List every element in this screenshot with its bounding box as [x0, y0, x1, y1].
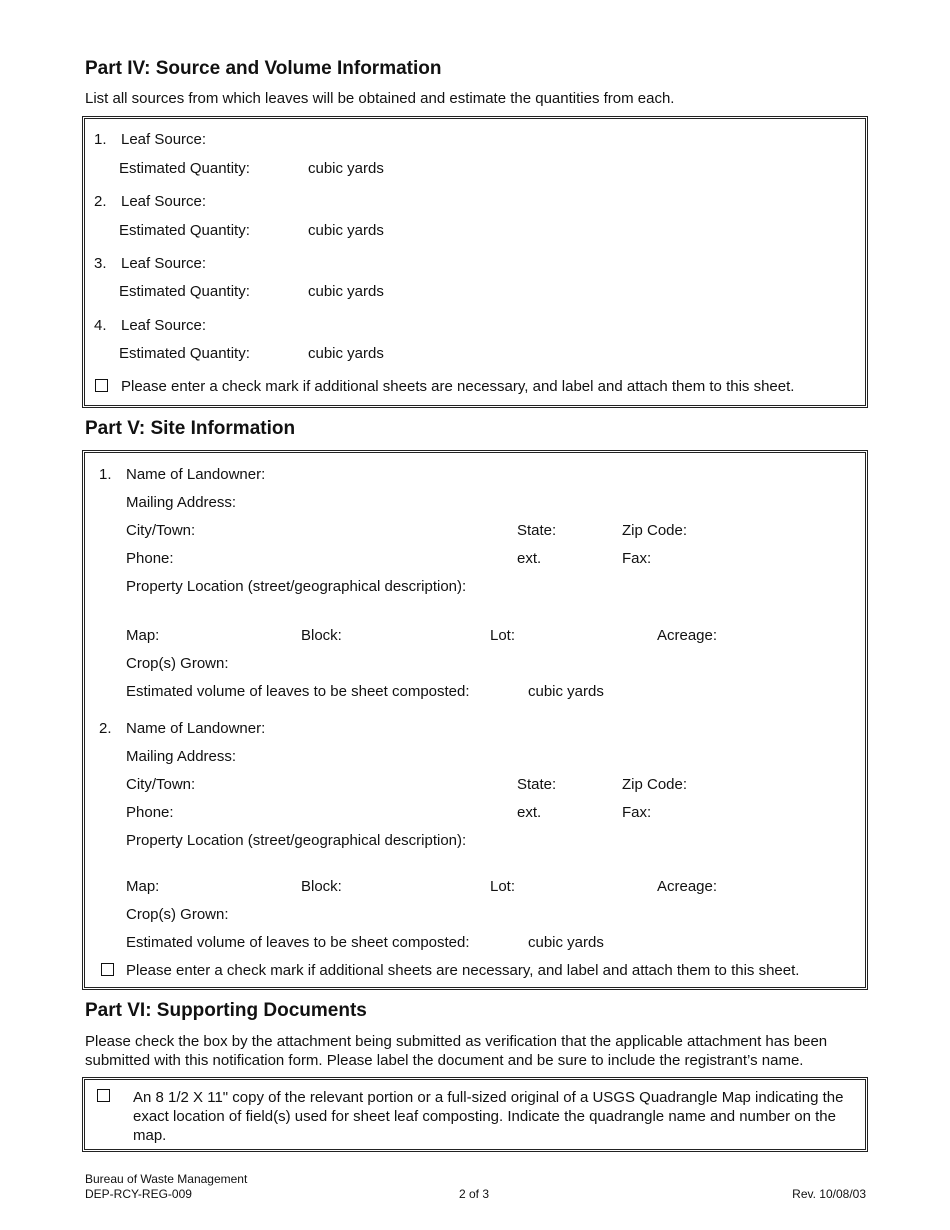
- volume-label: Estimated volume of leaves to be sheet composted:: [126, 683, 470, 700]
- entry-number: 1.: [94, 131, 107, 148]
- volume-unit: cubic yards: [528, 683, 604, 700]
- quantity-unit: cubic yards: [308, 160, 384, 177]
- property-location-label: Property Location (street/geographical description):: [126, 832, 467, 849]
- part6-title: Part VI: Supporting Documents: [85, 1000, 367, 1021]
- additional-sheets-checkbox[interactable]: [95, 379, 108, 392]
- part5-title: Part V: Site Information: [85, 418, 296, 439]
- city-label: City/Town:: [126, 522, 196, 539]
- site-number: 2.: [99, 720, 112, 737]
- fax-label: Fax:: [622, 804, 652, 821]
- lot-label: Lot:: [490, 627, 516, 644]
- estimated-quantity-label: Estimated Quantity:: [119, 283, 250, 300]
- part4-intro: List all sources from which leaves will be obtained and estimate the quantities from each.: [85, 90, 675, 107]
- estimated-quantity-label: Estimated Quantity:: [119, 345, 250, 362]
- additional-sheets-label: Please enter a check mark if additional sheets are necessary, and label and attach them to this sheet.: [126, 962, 800, 979]
- estimated-quantity-label: Estimated Quantity:: [119, 222, 250, 239]
- entry-number: 3.: [94, 255, 107, 272]
- footer-bureau: Bureau of Waste Management: [85, 1172, 248, 1186]
- volume-unit: cubic yards: [528, 934, 604, 951]
- footer-revision: Rev. 10/08/03: [792, 1187, 866, 1201]
- additional-sheets-label: Please enter a check mark if additional sheets are necessary, and label and attach them to this sheet.: [121, 378, 795, 395]
- mailing-address-label: Mailing Address:: [126, 494, 237, 511]
- part6-intro: Please check the box by the attachment being submitted as verification that the applicable attachment has been submitted with this notification form. Please label the document and be sure to include the registrant’s name.: [85, 1033, 828, 1069]
- zip-label: Zip Code:: [622, 776, 688, 793]
- city-label: City/Town:: [126, 776, 196, 793]
- usgs-map-checkbox[interactable]: [97, 1089, 110, 1102]
- part4-box: [82, 116, 868, 408]
- landowner-label: Name of Landowner:: [126, 720, 266, 737]
- quantity-unit: cubic yards: [308, 345, 384, 362]
- quantity-unit: cubic yards: [308, 222, 384, 239]
- state-label: State:: [517, 522, 557, 539]
- fax-label: Fax:: [622, 550, 652, 567]
- entry-number: 2.: [94, 193, 107, 210]
- acreage-label: Acreage:: [657, 878, 718, 895]
- phone-label: Phone:: [126, 804, 174, 821]
- state-label: State:: [517, 776, 557, 793]
- mailing-address-label: Mailing Address:: [126, 748, 237, 765]
- leaf-source-label: Leaf Source:: [121, 255, 207, 272]
- entry-number: 4.: [94, 317, 107, 334]
- part4-title: Part IV: Source and Volume Information: [85, 58, 442, 79]
- part5-box: [82, 450, 868, 990]
- block-label: Block:: [301, 878, 342, 895]
- leaf-source-label: Leaf Source:: [121, 131, 207, 148]
- map-label: Map:: [126, 878, 160, 895]
- site-number: 1.: [99, 466, 112, 483]
- footer-form-id: DEP-RCY-REG-009: [85, 1187, 192, 1201]
- usgs-map-attachment-text: An 8 1/2 X 11" copy of the relevant portion or a full-sized original of a USGS Quadrangle Map indicating the exact location of field(s) used for sheet leaf composting. Indicate the quadrangle name and number on the map.: [133, 1089, 844, 1144]
- part6-box: [82, 1077, 868, 1152]
- map-label: Map:: [126, 627, 160, 644]
- landowner-label: Name of Landowner:: [126, 466, 266, 483]
- zip-label: Zip Code:: [622, 522, 688, 539]
- estimated-quantity-label: Estimated Quantity:: [119, 160, 250, 177]
- crops-label: Crop(s) Grown:: [126, 655, 229, 672]
- footer-page-number: 2 of 3: [459, 1187, 490, 1201]
- block-label: Block:: [301, 627, 342, 644]
- ext-label: ext.: [517, 550, 542, 567]
- lot-label: Lot:: [490, 878, 516, 895]
- ext-label: ext.: [517, 804, 542, 821]
- phone-label: Phone:: [126, 550, 174, 567]
- additional-sheets-checkbox[interactable]: [101, 963, 114, 976]
- crops-label: Crop(s) Grown:: [126, 906, 229, 923]
- volume-label: Estimated volume of leaves to be sheet composted:: [126, 934, 470, 951]
- quantity-unit: cubic yards: [308, 283, 384, 300]
- leaf-source-label: Leaf Source:: [121, 193, 207, 210]
- acreage-label: Acreage:: [657, 627, 718, 644]
- leaf-source-label: Leaf Source:: [121, 317, 207, 334]
- property-location-label: Property Location (street/geographical description):: [126, 578, 467, 595]
